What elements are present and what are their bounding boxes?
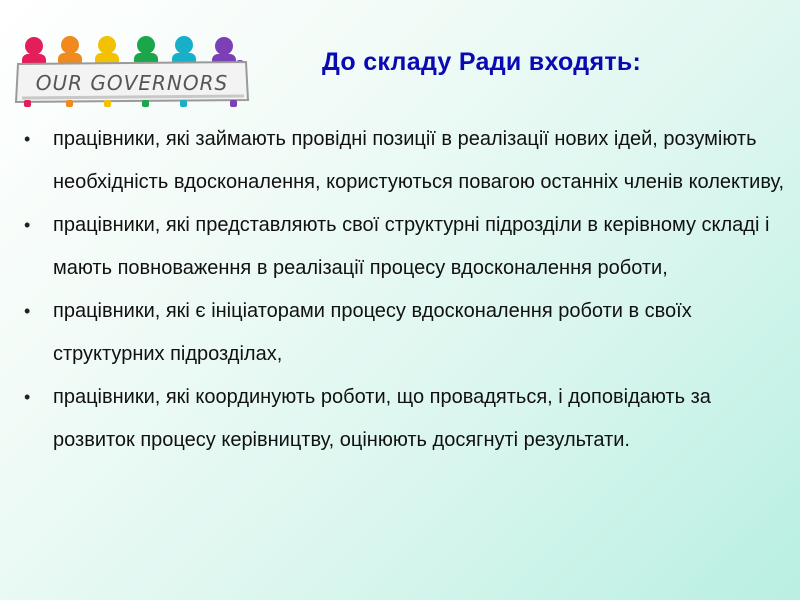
bullet-dot-icon: • <box>24 215 31 235</box>
bullet-text: працівники, які представляють свої структурні підрозділи в керівному складі і мають повноваження в реалізації процесу вдосконалення роботи, <box>53 214 770 279</box>
bullet-dot-icon: • <box>24 387 31 407</box>
bullet-list <box>22 118 792 462</box>
bullet-item-1 <box>22 118 792 204</box>
bullet-dot-icon: • <box>24 129 31 149</box>
bullet-item-3 <box>22 290 792 376</box>
logo-graphic <box>8 34 254 108</box>
bullet-dot-icon: • <box>24 301 31 321</box>
bullet-text: працівники, які координують роботи, що провадяться, і доповідають за розвиток процесу керівництву, оцінюють досягнуті результати. <box>53 386 711 451</box>
our-governors-logo <box>8 34 254 108</box>
bullet-text: працівники, які є ініціаторами процесу вдосконалення роботи в своїх структурних підрозділах, <box>53 300 692 365</box>
bullet-item-2 <box>22 204 792 290</box>
bullet-text: працівники, які займають провідні позиції в реалізації нових ідей, розуміють необхідність вдосконалення, користуються повагою останніх членів колективу, <box>53 128 785 193</box>
logo-sign <box>16 62 248 107</box>
bullet-item-4 <box>22 376 792 462</box>
slide-title: До складу Ради входять: <box>322 48 642 76</box>
logo-text: OUR GOVERNORS <box>35 71 229 95</box>
